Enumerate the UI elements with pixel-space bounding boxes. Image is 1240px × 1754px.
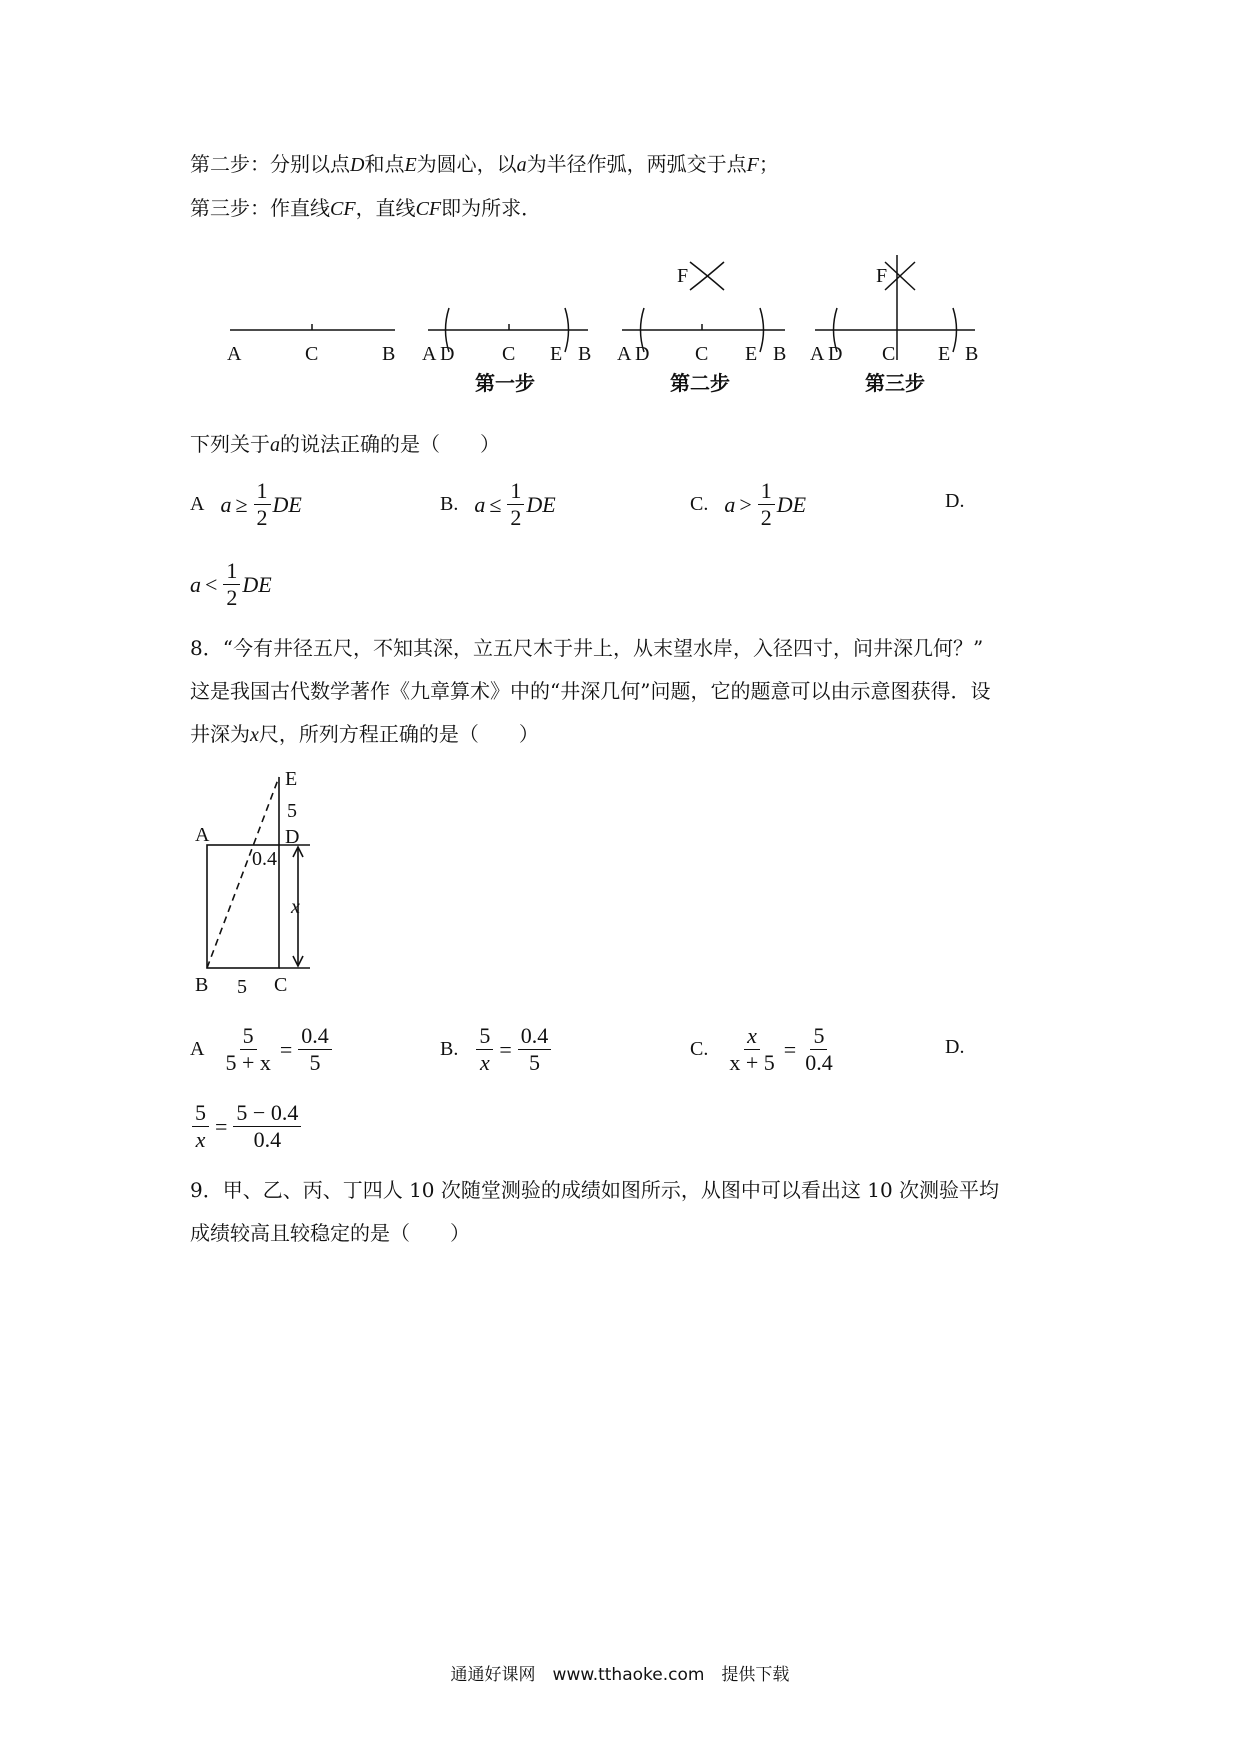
page-footer: 通通好课网 www.tthaoke.com 提供下载 bbox=[450, 1665, 790, 1685]
label-c-3: C bbox=[695, 343, 709, 365]
label-a: A bbox=[195, 824, 210, 846]
q9-line2: 成绩较高且较稳定的是（ ） bbox=[190, 1221, 470, 1245]
fraction: $\frac{1}{2}$ bbox=[507, 478, 524, 531]
fraction-left: $\frac{5}{5 + x}$ bbox=[225, 1023, 271, 1075]
label-d-2: D bbox=[440, 343, 455, 365]
label-b: B bbox=[195, 974, 209, 996]
label-d-3: D bbox=[635, 343, 650, 365]
label-e-3: E bbox=[745, 343, 758, 365]
q8-option-b[interactable]: B. $\frac{5}{x}$ = $\frac{0.4}{5}$ bbox=[440, 1023, 553, 1076]
label-a-1: A bbox=[227, 343, 242, 365]
fraction-left: $\frac{5}{x}$ bbox=[192, 1100, 209, 1153]
label-d-4: D bbox=[828, 343, 843, 365]
step2-text: 第二步：分别以点D和点E为圆心，以a为半径作弧，两弧交于点F； bbox=[190, 152, 779, 176]
label-c-4: C bbox=[882, 343, 896, 365]
label-de-length: 5 bbox=[287, 800, 297, 822]
fraction-right: $\frac{0.4}{5}$ bbox=[298, 1023, 332, 1076]
q8-option-d-label[interactable]: D. bbox=[945, 1036, 965, 1058]
label-e: E bbox=[285, 768, 298, 790]
fraction: $\frac{1}{2}$ bbox=[254, 478, 271, 531]
label-ad-length: 0.4 bbox=[252, 848, 277, 870]
q7-option-b[interactable]: B. a ≤ $\frac{1}{2}$ DE bbox=[440, 478, 556, 530]
caption-step1: 第一步 bbox=[475, 371, 535, 395]
q9-line1: 9．甲、乙、丙、丁四人 10 次随堂测验的成绩如图所示，从图中可以看出这 10 次测验平均 bbox=[190, 1178, 1000, 1202]
q7-option-d[interactable]: a < $\frac{1}{2}$ DE bbox=[190, 558, 272, 610]
q7-option-c[interactable]: C. a > $\frac{1}{2}$ DE bbox=[690, 478, 807, 530]
caption-step3: 第三步 bbox=[865, 371, 925, 395]
label-c-2: C bbox=[502, 343, 516, 365]
q8-option-a[interactable]: A $\frac{5}{5 + x}$ = $\frac{0.4}{5}$ bbox=[190, 1023, 334, 1076]
label-e-2: E bbox=[550, 343, 563, 365]
label-b-3: B bbox=[773, 343, 787, 365]
construction-figure bbox=[200, 250, 1000, 400]
label-c: C bbox=[274, 974, 288, 996]
label-a-4: A bbox=[810, 343, 825, 365]
fraction-right: $\frac{5 - 0.4}{0.4}$ bbox=[233, 1100, 301, 1153]
fraction: $\frac{1}{2}$ bbox=[758, 478, 775, 531]
label-depth: x bbox=[291, 896, 300, 918]
fraction-left: $\frac{x}{x + 5}$ bbox=[729, 1023, 775, 1075]
label-f-4: F bbox=[876, 265, 888, 287]
q7-option-a[interactable]: A a ≥ $\frac{1}{2}$ DE bbox=[190, 478, 302, 530]
label-bc-length: 5 bbox=[237, 976, 247, 998]
step3-text: 第三步：作直线CF，直线CF即为所求． bbox=[190, 196, 542, 220]
q7-stem: 下列关于a的说法正确的是（ ） bbox=[190, 432, 500, 456]
fraction-right: $\frac{5}{0.4}$ bbox=[805, 1023, 833, 1075]
q8-line1: 8．“今有井径五尺，不知其深，立五尺木于井上，从末望水岸，入径四寸，问井深几何？” bbox=[190, 636, 984, 660]
fraction-left: $\frac{5}{x}$ bbox=[476, 1023, 493, 1076]
label-b-2: B bbox=[578, 343, 592, 365]
q7-option-d-label[interactable]: D. bbox=[945, 490, 965, 512]
label-a-2: A bbox=[422, 343, 437, 365]
caption-step2: 第二步 bbox=[670, 371, 730, 395]
fraction-right: $\frac{0.4}{5}$ bbox=[518, 1023, 552, 1076]
label-c-1: C bbox=[305, 343, 319, 365]
q8-option-c[interactable]: C. $\frac{x}{x + 5}$ = $\frac{5}{0.4}$ bbox=[690, 1023, 838, 1076]
q8-line3: 井深为x尺，所列方程正确的是（ ） bbox=[190, 722, 539, 746]
label-a-3: A bbox=[617, 343, 632, 365]
label-d: D bbox=[285, 826, 300, 848]
q8-line2: 这是我国古代数学著作《九章算术》中的“井深几何”问题，它的题意可以由示意图获得．设 bbox=[190, 679, 991, 703]
label-b-4: B bbox=[965, 343, 979, 365]
label-e-4: E bbox=[938, 343, 951, 365]
q8-option-d[interactable]: $\frac{5}{x}$ = $\frac{5 - 0.4}{0.4}$ bbox=[190, 1100, 303, 1153]
sight-line bbox=[207, 777, 279, 968]
fraction: $\frac{1}{2}$ bbox=[223, 558, 240, 611]
label-f-3: F bbox=[677, 265, 689, 287]
well-figure bbox=[190, 765, 330, 1010]
label-b-1: B bbox=[382, 343, 396, 365]
